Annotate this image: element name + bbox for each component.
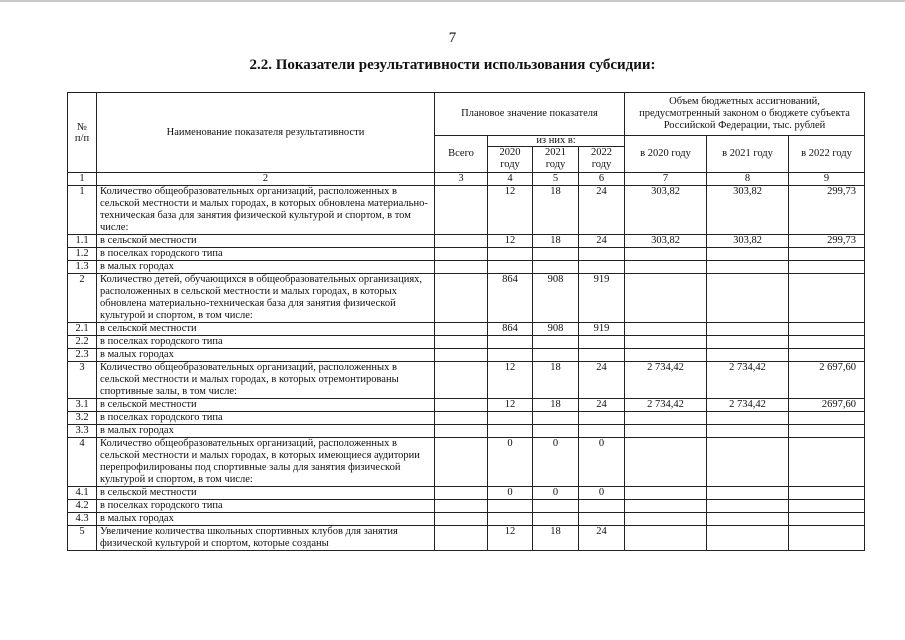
total-value bbox=[435, 336, 488, 349]
total-value bbox=[435, 248, 488, 261]
indicator-name: в сельской местности bbox=[97, 323, 435, 336]
scan-edge-line bbox=[0, 0, 905, 2]
plan-2022-value: 24 bbox=[579, 399, 625, 412]
plan-2021-value bbox=[533, 261, 579, 274]
plan-2020-value: 0 bbox=[488, 487, 533, 500]
page-number: 7 bbox=[448, 30, 457, 46]
plan-2021-value: 18 bbox=[533, 362, 579, 399]
header-col-2022: 2022 году bbox=[579, 147, 625, 173]
budget-2022-value bbox=[789, 323, 865, 336]
plan-2022-value: 24 bbox=[579, 186, 625, 235]
indicator-name: в малых городах bbox=[97, 349, 435, 362]
plan-2022-value bbox=[579, 336, 625, 349]
row-number: 4 bbox=[68, 438, 97, 487]
budget-2021-value bbox=[707, 412, 789, 425]
plan-2020-value: 12 bbox=[488, 526, 533, 551]
plan-2022-value bbox=[579, 261, 625, 274]
header-col-b2022: в 2022 году bbox=[789, 136, 865, 173]
budget-2022-value bbox=[789, 438, 865, 487]
budget-2022-value bbox=[789, 412, 865, 425]
budget-2020-value bbox=[625, 261, 707, 274]
plan-2022-value: 0 bbox=[579, 438, 625, 487]
budget-2020-value bbox=[625, 412, 707, 425]
table-row bbox=[68, 235, 865, 248]
total-value bbox=[435, 362, 488, 399]
budget-2021-value bbox=[707, 438, 789, 487]
indicator-name: в сельской местности bbox=[97, 399, 435, 412]
plan-2021-value bbox=[533, 248, 579, 261]
header-col-b2020: в 2020 году bbox=[625, 136, 707, 173]
plan-2022-value: 919 bbox=[579, 274, 625, 323]
budget-2022-value bbox=[789, 349, 865, 362]
column-number: 8 bbox=[707, 173, 789, 186]
plan-2021-value bbox=[533, 412, 579, 425]
indicator-name: в сельской местности bbox=[97, 235, 435, 248]
budget-2021-value bbox=[707, 425, 789, 438]
row-number: 2.3 bbox=[68, 349, 97, 362]
budget-2020-value bbox=[625, 526, 707, 551]
plan-2022-value bbox=[579, 500, 625, 513]
indicator-name: Количество общеобразовательных организаций, расположенных в сельской местности и малых городах, в которых отремонтированы спортивные залы, в том числе: bbox=[97, 362, 435, 399]
budget-2022-value bbox=[789, 500, 865, 513]
header-col-plan: Плановое значение показателя bbox=[435, 93, 625, 136]
table-row bbox=[68, 513, 865, 526]
budget-2020-value bbox=[625, 248, 707, 261]
table-row bbox=[68, 186, 865, 235]
table-row bbox=[68, 349, 865, 362]
plan-2022-value bbox=[579, 425, 625, 438]
table-row bbox=[68, 261, 865, 274]
total-value bbox=[435, 186, 488, 235]
budget-2022-value: 299,73 bbox=[789, 235, 865, 248]
budget-2021-value bbox=[707, 526, 789, 551]
header-col-incl: из них в: bbox=[488, 136, 625, 147]
indicator-name: в поселках городского типа bbox=[97, 412, 435, 425]
total-value bbox=[435, 412, 488, 425]
column-number: 3 bbox=[435, 173, 488, 186]
plan-2022-value bbox=[579, 349, 625, 362]
budget-2020-value bbox=[625, 438, 707, 487]
plan-2022-value bbox=[579, 513, 625, 526]
budget-2021-value bbox=[707, 349, 789, 362]
budget-2022-value bbox=[789, 425, 865, 438]
indicator-name: в сельской местности bbox=[97, 487, 435, 500]
header-col-2020: 2020 году bbox=[488, 147, 533, 173]
indicator-name: в поселках городского типа bbox=[97, 336, 435, 349]
header-col-2021: 2021 году bbox=[533, 147, 579, 173]
table-row bbox=[68, 487, 865, 500]
indicator-name: в поселках городского типа bbox=[97, 500, 435, 513]
plan-2021-value bbox=[533, 336, 579, 349]
budget-2020-value: 303,82 bbox=[625, 186, 707, 235]
column-number: 4 bbox=[488, 173, 533, 186]
indicator-name: Количество детей, обучающихся в общеобразовательных организациях, расположенных в сельской местности и малых городах, в которых обновлена материально-техническая база для занятия физической культурой и спортом, в том числе: bbox=[97, 274, 435, 323]
header-col-no: № п/п bbox=[68, 93, 97, 173]
budget-2020-value bbox=[625, 500, 707, 513]
section-title: 2.2. Показатели результативности использования субсидии: bbox=[249, 57, 656, 73]
budget-2020-value bbox=[625, 425, 707, 438]
row-number: 1.3 bbox=[68, 261, 97, 274]
plan-2020-value bbox=[488, 513, 533, 526]
plan-2020-value: 864 bbox=[488, 323, 533, 336]
table-row bbox=[68, 248, 865, 261]
indicator-name: в малых городах bbox=[97, 513, 435, 526]
total-value bbox=[435, 425, 488, 438]
column-number: 6 bbox=[579, 173, 625, 186]
budget-2022-value bbox=[789, 274, 865, 323]
plan-2020-value: 12 bbox=[488, 235, 533, 248]
plan-2021-value: 908 bbox=[533, 274, 579, 323]
plan-2021-value: 0 bbox=[533, 487, 579, 500]
plan-2021-value: 18 bbox=[533, 235, 579, 248]
column-numbers-row bbox=[68, 173, 865, 186]
budget-2020-value bbox=[625, 274, 707, 323]
table-row bbox=[68, 323, 865, 336]
table-row bbox=[68, 274, 865, 323]
total-value bbox=[435, 513, 488, 526]
row-number: 3.1 bbox=[68, 399, 97, 412]
column-number: 2 bbox=[97, 173, 435, 186]
table-row bbox=[68, 526, 865, 551]
plan-2020-value bbox=[488, 349, 533, 362]
row-number: 5 bbox=[68, 526, 97, 551]
plan-2022-value: 24 bbox=[579, 526, 625, 551]
budget-2021-value bbox=[707, 274, 789, 323]
total-value bbox=[435, 261, 488, 274]
table-row bbox=[68, 399, 865, 412]
column-number: 9 bbox=[789, 173, 865, 186]
table-row bbox=[68, 412, 865, 425]
budget-2021-value bbox=[707, 487, 789, 500]
indicators-table bbox=[67, 92, 865, 551]
total-value bbox=[435, 526, 488, 551]
row-number: 2.2 bbox=[68, 336, 97, 349]
plan-2020-value: 12 bbox=[488, 362, 533, 399]
plan-2021-value: 0 bbox=[533, 438, 579, 487]
plan-2020-value bbox=[488, 336, 533, 349]
plan-2021-value: 18 bbox=[533, 399, 579, 412]
plan-2020-value: 0 bbox=[488, 438, 533, 487]
budget-2020-value bbox=[625, 487, 707, 500]
plan-2022-value bbox=[579, 248, 625, 261]
plan-2021-value bbox=[533, 349, 579, 362]
budget-2022-value bbox=[789, 526, 865, 551]
plan-2022-value: 0 bbox=[579, 487, 625, 500]
row-number: 4.2 bbox=[68, 500, 97, 513]
budget-2022-value bbox=[789, 248, 865, 261]
plan-2020-value bbox=[488, 425, 533, 438]
plan-2022-value: 24 bbox=[579, 235, 625, 248]
plan-2021-value bbox=[533, 425, 579, 438]
header-col-b2021: в 2021 году bbox=[707, 136, 789, 173]
budget-2020-value: 2 734,42 bbox=[625, 362, 707, 399]
row-number: 3 bbox=[68, 362, 97, 399]
budget-2022-value bbox=[789, 336, 865, 349]
budget-2022-value bbox=[789, 487, 865, 500]
budget-2020-value bbox=[625, 349, 707, 362]
total-value bbox=[435, 235, 488, 248]
plan-2021-value: 18 bbox=[533, 526, 579, 551]
column-number: 7 bbox=[625, 173, 707, 186]
total-value bbox=[435, 323, 488, 336]
header-col-total: Всего bbox=[435, 136, 488, 173]
header-col-budget: Объем бюджетных ассигнований, предусмотренный законом о бюджете субъекта Российской Федерации, тыс. рублей bbox=[625, 93, 865, 136]
budget-2021-value bbox=[707, 500, 789, 513]
budget-2022-value: 2 697,60 bbox=[789, 362, 865, 399]
budget-2021-value bbox=[707, 261, 789, 274]
indicator-name: Количество общеобразовательных организаций, расположенных в сельской местности и малых городах, в которых имеющиеся аудитории перепрофилированы под спортивные залы для занятия физической культурой и спортом, в том числе: bbox=[97, 438, 435, 487]
total-value bbox=[435, 399, 488, 412]
budget-2020-value: 303,82 bbox=[625, 235, 707, 248]
table-row bbox=[68, 500, 865, 513]
plan-2022-value: 919 bbox=[579, 323, 625, 336]
plan-2021-value: 18 bbox=[533, 186, 579, 235]
row-number: 1.2 bbox=[68, 248, 97, 261]
plan-2022-value bbox=[579, 412, 625, 425]
header-col-name: Наименование показателя результативности bbox=[97, 93, 435, 173]
plan-2020-value bbox=[488, 261, 533, 274]
budget-2022-value: 299,73 bbox=[789, 186, 865, 235]
table-row bbox=[68, 362, 865, 399]
indicator-name: в малых городах bbox=[97, 261, 435, 274]
table-row bbox=[68, 438, 865, 487]
indicator-name: Количество общеобразовательных организаций, расположенных в сельской местности и малых городах, в которых обновлена материально-техническая база для занятия физической культурой и спортом, в том числе: bbox=[97, 186, 435, 235]
total-value bbox=[435, 438, 488, 487]
plan-2022-value: 24 bbox=[579, 362, 625, 399]
budget-2020-value: 2 734,42 bbox=[625, 399, 707, 412]
plan-2020-value bbox=[488, 500, 533, 513]
total-value bbox=[435, 274, 488, 323]
budget-2020-value bbox=[625, 323, 707, 336]
plan-2020-value: 12 bbox=[488, 186, 533, 235]
budget-2022-value: 2697,60 bbox=[789, 399, 865, 412]
indicator-name: в малых городах bbox=[97, 425, 435, 438]
budget-2022-value bbox=[789, 513, 865, 526]
plan-2021-value bbox=[533, 500, 579, 513]
total-value bbox=[435, 500, 488, 513]
plan-2020-value bbox=[488, 248, 533, 261]
row-number: 4.3 bbox=[68, 513, 97, 526]
column-number: 1 bbox=[68, 173, 97, 186]
budget-2022-value bbox=[789, 261, 865, 274]
row-number: 3.2 bbox=[68, 412, 97, 425]
indicator-name: Увеличение количества школьных спортивных клубов для занятия физической культурой и спортом, которые созданы bbox=[97, 526, 435, 551]
budget-2021-value bbox=[707, 323, 789, 336]
row-number: 4.1 bbox=[68, 487, 97, 500]
indicator-name: в поселках городского типа bbox=[97, 248, 435, 261]
row-number: 1 bbox=[68, 186, 97, 235]
budget-2021-value: 2 734,42 bbox=[707, 362, 789, 399]
total-value bbox=[435, 487, 488, 500]
table-row bbox=[68, 336, 865, 349]
budget-2021-value bbox=[707, 248, 789, 261]
table-row bbox=[68, 425, 865, 438]
row-number: 2.1 bbox=[68, 323, 97, 336]
row-number: 3.3 bbox=[68, 425, 97, 438]
row-number: 2 bbox=[68, 274, 97, 323]
plan-2020-value: 864 bbox=[488, 274, 533, 323]
budget-2020-value bbox=[625, 513, 707, 526]
plan-2020-value bbox=[488, 412, 533, 425]
column-number: 5 bbox=[533, 173, 579, 186]
plan-2021-value: 908 bbox=[533, 323, 579, 336]
budget-2021-value: 303,82 bbox=[707, 186, 789, 235]
plan-2020-value: 12 bbox=[488, 399, 533, 412]
budget-2021-value bbox=[707, 336, 789, 349]
budget-2021-value bbox=[707, 513, 789, 526]
plan-2021-value bbox=[533, 513, 579, 526]
budget-2020-value bbox=[625, 336, 707, 349]
budget-2021-value: 2 734,42 bbox=[707, 399, 789, 412]
budget-2021-value: 303,82 bbox=[707, 235, 789, 248]
row-number: 1.1 bbox=[68, 235, 97, 248]
total-value bbox=[435, 349, 488, 362]
